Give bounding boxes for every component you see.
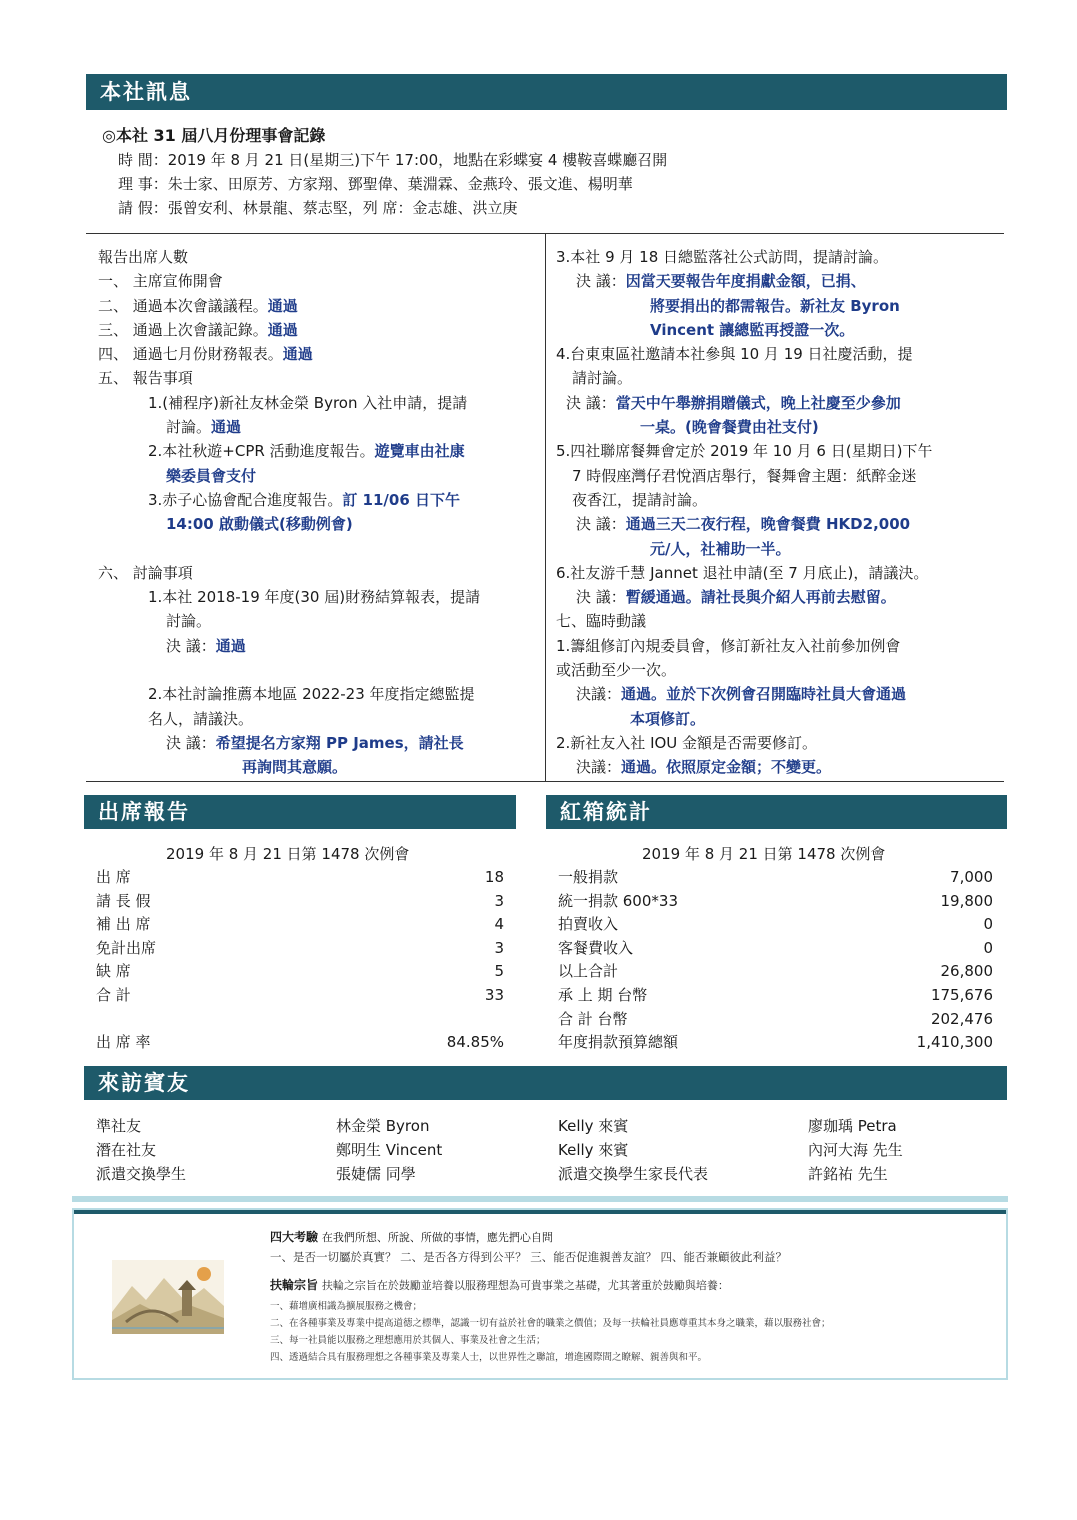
visitor-name: 內河大海 先生	[808, 1141, 903, 1159]
discussion-2-cont: 名人，請議決。	[148, 709, 254, 728]
report-2-cont: 樂委員會支付	[166, 466, 257, 485]
section-bar-visitors	[84, 1066, 1007, 1100]
agenda-item-2: 二、 通過本次會議議程。通過	[98, 296, 298, 315]
report-3-cont: 14:00 啟動儀式(移動例會)	[166, 515, 353, 534]
motion-1-cont: 或活動至少一次。	[556, 661, 677, 680]
visitor-name: 鄭明生 Vincent	[336, 1141, 443, 1159]
attendance-meeting: 2019 年 8 月 21 日第 1478 次例會	[166, 845, 410, 863]
discussion-2: 2.本社討論推薦本地區 2022-23 年度指定總監提	[148, 685, 475, 704]
report-1: 1.(補程序)新社友林金榮 Byron 入社申請，提請	[148, 393, 468, 412]
red-box-heading: 紅箱統計	[560, 800, 652, 824]
motion-1: 1.籌組修訂內規委員會，修訂新社友入社前參加例會	[556, 636, 901, 655]
visitor-name: 林金榮 Byron	[336, 1117, 430, 1135]
section-bar-red-box	[546, 795, 1007, 829]
proposal-4: 4.台東東區社邀請本社參與 10 月 19 日社慶活動，提	[556, 345, 913, 364]
minutes-title: ◎本社 31 屆八月份理事會記錄	[102, 126, 326, 145]
motion-1-resolution-cont: 本項修訂。	[630, 709, 706, 728]
visitor-category: Kelly 來賓	[558, 1141, 629, 1159]
proposal-5-cont2: 夜香江，提請討論。	[572, 490, 708, 509]
proposal-5-resolution: 決 議：通過三天二夜行程，晚會餐費 HKD2,000	[576, 515, 911, 534]
visitor-category: 派遣交換學生家長代表	[558, 1165, 709, 1183]
visitor-category: 派遣交換學生	[96, 1165, 187, 1183]
discussion-2-resolution-cont: 再詢問其意願。	[242, 758, 348, 777]
discussion-1: 1.本社 2018-19 年度(30 屆)財務結算報表，提請	[148, 588, 481, 607]
report-3: 3.赤子心協會配合進度報告。訂 11/06 日下午	[148, 490, 460, 509]
proposal-5-resolution-cont: 元/人，社補助一半。	[650, 539, 791, 558]
visitor-category: Kelly 來賓	[558, 1117, 629, 1135]
agenda-item-5: 五、 報告事項	[98, 369, 193, 388]
table-row: 缺 席 5	[96, 962, 504, 981]
proposal-6: 6.社友游千慧 Jannet 退社申請(至 7 月底止)，請議決。	[556, 563, 929, 582]
table-row: 一般捐款 7,000	[558, 868, 993, 886]
club-info-heading: 本社訊息	[100, 80, 192, 104]
leave-list: 請 假：張曾安利、林景龍、蔡志堅，列 席：金志雄、洪立庚	[118, 199, 518, 217]
visitor-name: 張婕儒 同學	[336, 1165, 416, 1183]
proposal-5-cont: 7 時假座灣仔君悅酒店舉行，餐舞會主題：紙醉金迷	[572, 466, 917, 485]
table-row: 免計出席 3	[96, 938, 504, 957]
table-row: 客餐費收入 0	[558, 938, 993, 957]
minutes-left-column	[98, 245, 538, 780]
motion-2: 2.新社友入社 IOU 金額是否需要修訂。	[556, 733, 818, 752]
red-box-table	[558, 866, 993, 1055]
footer-top-rule	[72, 1196, 1008, 1202]
motion-2-resolution: 決議：通過。依照原定金額；不變更。	[576, 758, 832, 777]
table-row: 出 席 18	[96, 868, 504, 886]
object-of-rotary	[270, 1276, 729, 1295]
discussion-1-cont: 討論。	[166, 612, 212, 631]
proposal-4-cont: 請討論。	[572, 369, 633, 388]
agenda-item-3: 三、 通過上次會議記錄。通過	[98, 320, 298, 339]
table-row: 年度捐款預算總額 1,410,300	[558, 1033, 993, 1052]
visitors-heading: 來訪賓友	[98, 1071, 190, 1095]
spacer	[96, 1008, 504, 1032]
visitor-name: 廖珈瑀 Petra	[808, 1117, 897, 1135]
section-bar-attendance	[84, 795, 516, 829]
attendance-table	[96, 866, 504, 1055]
visitor-category: 準社友	[96, 1117, 142, 1135]
landscape-illustration	[112, 1260, 224, 1334]
object-title: 扶輪宗旨	[270, 1278, 319, 1292]
motion-1-resolution: 決議：通過。並於下次例會召開臨時社員大會通過	[576, 685, 907, 704]
table-row	[96, 1114, 996, 1138]
proposal-3-resolution: 決 議：因當天要報告年度捐獻金額，已捐、	[576, 272, 866, 291]
minutes-table-column-divider	[545, 233, 546, 782]
table-row	[96, 1138, 996, 1162]
visitors-table	[96, 1114, 996, 1186]
four-way-intro: 在我們所想、所說、所做的事情，應先捫心自問	[321, 1231, 553, 1244]
agenda-item-6: 六、 討論事項	[98, 563, 193, 582]
object-intro: 扶輪之宗旨在於鼓勵並培養以服務理想為可貴事業之基礎，尤其著重於鼓勵與培養：	[321, 1279, 729, 1292]
list-item: 四、透過結合具有服務理想之各種事業及專業人士，以世界性之聯誼，增進國際間之瞭解、親善與和平。	[270, 1352, 708, 1363]
visitor-name: 許銘祐 先生	[808, 1165, 888, 1183]
proposal-5: 5.四社聯席餐舞會定於 2019 年 10 月 6 日(星期日)下午	[556, 442, 933, 461]
proposal-4-resolution: 決 議：當天中午舉辦捐贈儀式，晚上社慶至少參加	[566, 393, 901, 412]
proposal-6-resolution: 決 議：暫緩通過。請社長與介紹人再前去慰留。	[576, 588, 896, 607]
footer-accent-bar	[74, 1210, 1006, 1214]
proposal-3-resolution-cont2: Vincent 讓總監再授證一次。	[650, 320, 855, 339]
table-row: 合 計 33	[96, 985, 504, 1004]
proposal-3: 3.本社 9 月 18 日總監落社公式訪問，提請討論。	[556, 248, 889, 266]
attendance-report-item: 報告出席人數	[98, 248, 189, 266]
table-row: 合 計 台幣 202,476	[558, 1009, 993, 1028]
proposal-4-resolution-cont: 一桌。(晚會餐費由社支付)	[640, 418, 819, 437]
minutes-table-bottom-border	[86, 781, 1004, 782]
table-row: 統一捐款 600*33 19,800	[558, 891, 993, 910]
provisional-motions: 七、臨時動議	[556, 612, 647, 631]
table-row: 以上合計 26,800	[558, 962, 993, 981]
red-box-meeting: 2019 年 8 月 21 日第 1478 次例會	[642, 845, 886, 863]
directors-list: 理 事：朱士家、田原芳、方家翔、鄧聖偉、葉淵霖、金燕玲、張文進、楊明華	[118, 175, 633, 193]
four-way-questions: 一、是否一切屬於真實？ 二、是否各方得到公平？ 三、能否促進親善友誼？ 四、能否兼顧彼此利益？	[270, 1250, 787, 1264]
rotary-footer	[72, 1208, 1008, 1380]
list-item: 二、在各種事業及專業中提高道德之標準，認識一切有益於社會的職業之價值；及每一扶輪社員應尊重其本身之職業，藉以服務社會；	[270, 1318, 831, 1329]
section-bar-club-info	[86, 74, 1007, 110]
visitor-category: 潛在社友	[96, 1141, 157, 1159]
object-items	[270, 1298, 831, 1366]
list-item: 一、藉增廣相識為擴展服務之機會；	[270, 1301, 423, 1312]
list-item: 三、每一社員能以服務之理想應用於其個人、事業及社會之生活；	[270, 1335, 546, 1346]
spacer	[98, 537, 538, 561]
four-way-title: 四大考驗	[270, 1230, 319, 1244]
table-row: 請 長 假 3	[96, 891, 504, 910]
table-row: 拍賣收入 0	[558, 915, 993, 934]
proposal-3-resolution-cont: 將要捐出的都需報告。新社友 Byron	[650, 296, 900, 315]
table-row: 承 上 期 台幣 175,676	[558, 985, 993, 1004]
discussion-2-resolution: 決 議：希望提名方家翔 PP James，請社長	[166, 733, 464, 752]
attendance-heading: 出席報告	[98, 800, 190, 824]
report-1-cont: 討論。通過	[166, 418, 242, 437]
meeting-time: 時 間：2019 年 8 月 21 日(星期三)下午 17:00，地點在彩蝶宴 4 樓鞍喜蝶廳召開	[118, 151, 668, 169]
spacer	[98, 658, 538, 682]
report-2: 2.本社秋遊+CPR 活動進度報告。遊覽車由社康	[148, 442, 465, 461]
agenda-item-1: 一、 主席宣佈開會	[98, 272, 223, 291]
table-row: 補 出 席 4	[96, 915, 504, 934]
attendance-rate-row: 出 席 率 84.85%	[96, 1033, 504, 1052]
discussion-1-resolution: 決 議：通過	[166, 636, 246, 655]
table-row	[96, 1162, 996, 1186]
four-way-test	[270, 1228, 553, 1247]
minutes-right-column	[556, 245, 1001, 780]
agenda-item-4: 四、 通過七月份財務報表。通過	[98, 345, 313, 364]
